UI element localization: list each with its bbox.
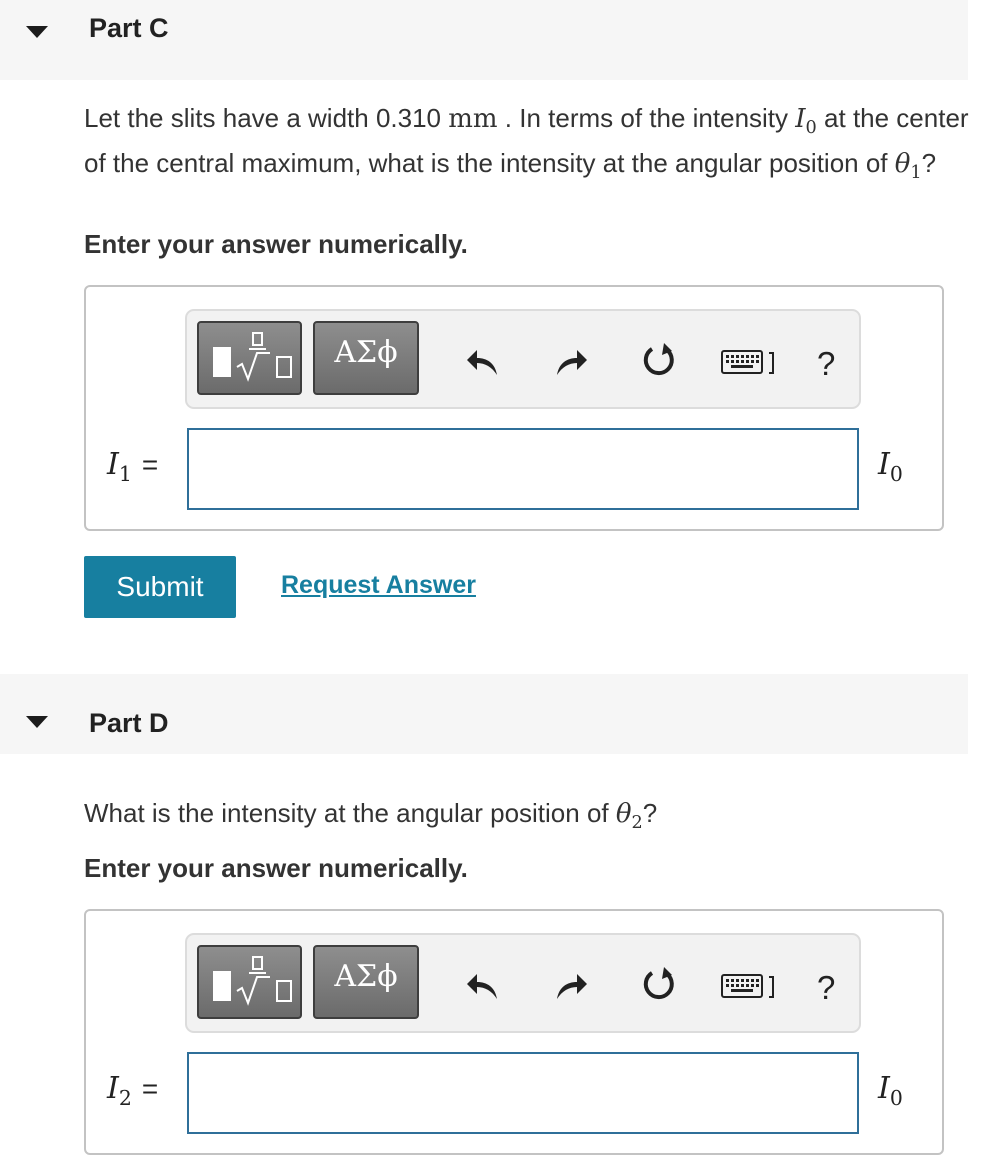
- prompt-text: Let the slits have a width 0.310: [84, 103, 442, 133]
- prompt-text: ?: [642, 798, 658, 828]
- help-button[interactable]: ?: [817, 345, 836, 382]
- intensity-symbol: $I_0$: [795, 104, 817, 139]
- symbols-button[interactable]: ΑΣϕ: [313, 945, 419, 1019]
- reset-icon[interactable]: [639, 341, 679, 381]
- sqrt-fraction-icon: [235, 955, 297, 1007]
- part-d-title: Part D: [89, 708, 169, 738]
- answer-input[interactable]: [187, 1052, 859, 1134]
- unit-mm: mm: [448, 104, 498, 134]
- math-toolbar: [185, 309, 861, 409]
- sqrt-fraction-icon: [235, 331, 297, 383]
- redo-icon[interactable]: [553, 347, 589, 379]
- theta-symbol: $\theta_1$: [894, 149, 922, 184]
- answer-label: $I_1$ =: [107, 447, 159, 486]
- theta-symbol: $\theta_2$: [615, 799, 643, 834]
- prompt-text: ?: [921, 148, 937, 179]
- templates-button[interactable]: [197, 321, 302, 395]
- prompt-text: at the center of the central maximum, what is the intensity at the angular position of: [84, 103, 969, 179]
- answer-unit: $I_0$: [878, 1071, 903, 1110]
- caret-down-icon[interactable]: [26, 26, 48, 38]
- part-c-prompt: [84, 101, 974, 191]
- part-c-answer-box: [84, 285, 944, 531]
- symbols-button[interactable]: ΑΣϕ: [313, 321, 419, 395]
- redo-icon[interactable]: [553, 971, 589, 1003]
- undo-icon[interactable]: [465, 971, 501, 1003]
- undo-icon[interactable]: [465, 347, 501, 379]
- block-icon: [213, 971, 231, 1001]
- answer-unit: $I_0$: [878, 447, 903, 486]
- submit-button[interactable]: Submit: [84, 556, 236, 618]
- keyboard-icon[interactable]: [721, 973, 781, 1001]
- reset-icon[interactable]: [639, 965, 679, 1005]
- part-c-header[interactable]: [0, 0, 968, 80]
- answer-input[interactable]: [187, 428, 859, 510]
- answer-label: $I_2$ =: [107, 1071, 159, 1110]
- part-c-instruction: Enter your answer numerically.: [84, 229, 468, 259]
- part-d-answer-box: [84, 909, 944, 1155]
- math-toolbar: [185, 933, 861, 1033]
- prompt-text: . In terms of the intensity: [504, 103, 789, 133]
- templates-button[interactable]: [197, 945, 302, 1019]
- part-d-prompt: [84, 796, 974, 841]
- part-d-instruction: Enter your answer numerically.: [84, 853, 468, 883]
- help-button[interactable]: ?: [817, 969, 836, 1006]
- block-icon: [213, 347, 231, 377]
- part-d-header[interactable]: [0, 674, 968, 754]
- prompt-text: What is the intensity at the angular position of: [84, 798, 609, 828]
- caret-down-icon[interactable]: [26, 716, 48, 728]
- keyboard-icon[interactable]: [721, 349, 781, 377]
- part-c-title: Part C: [89, 13, 169, 43]
- request-answer-link[interactable]: Request Answer: [281, 571, 476, 599]
